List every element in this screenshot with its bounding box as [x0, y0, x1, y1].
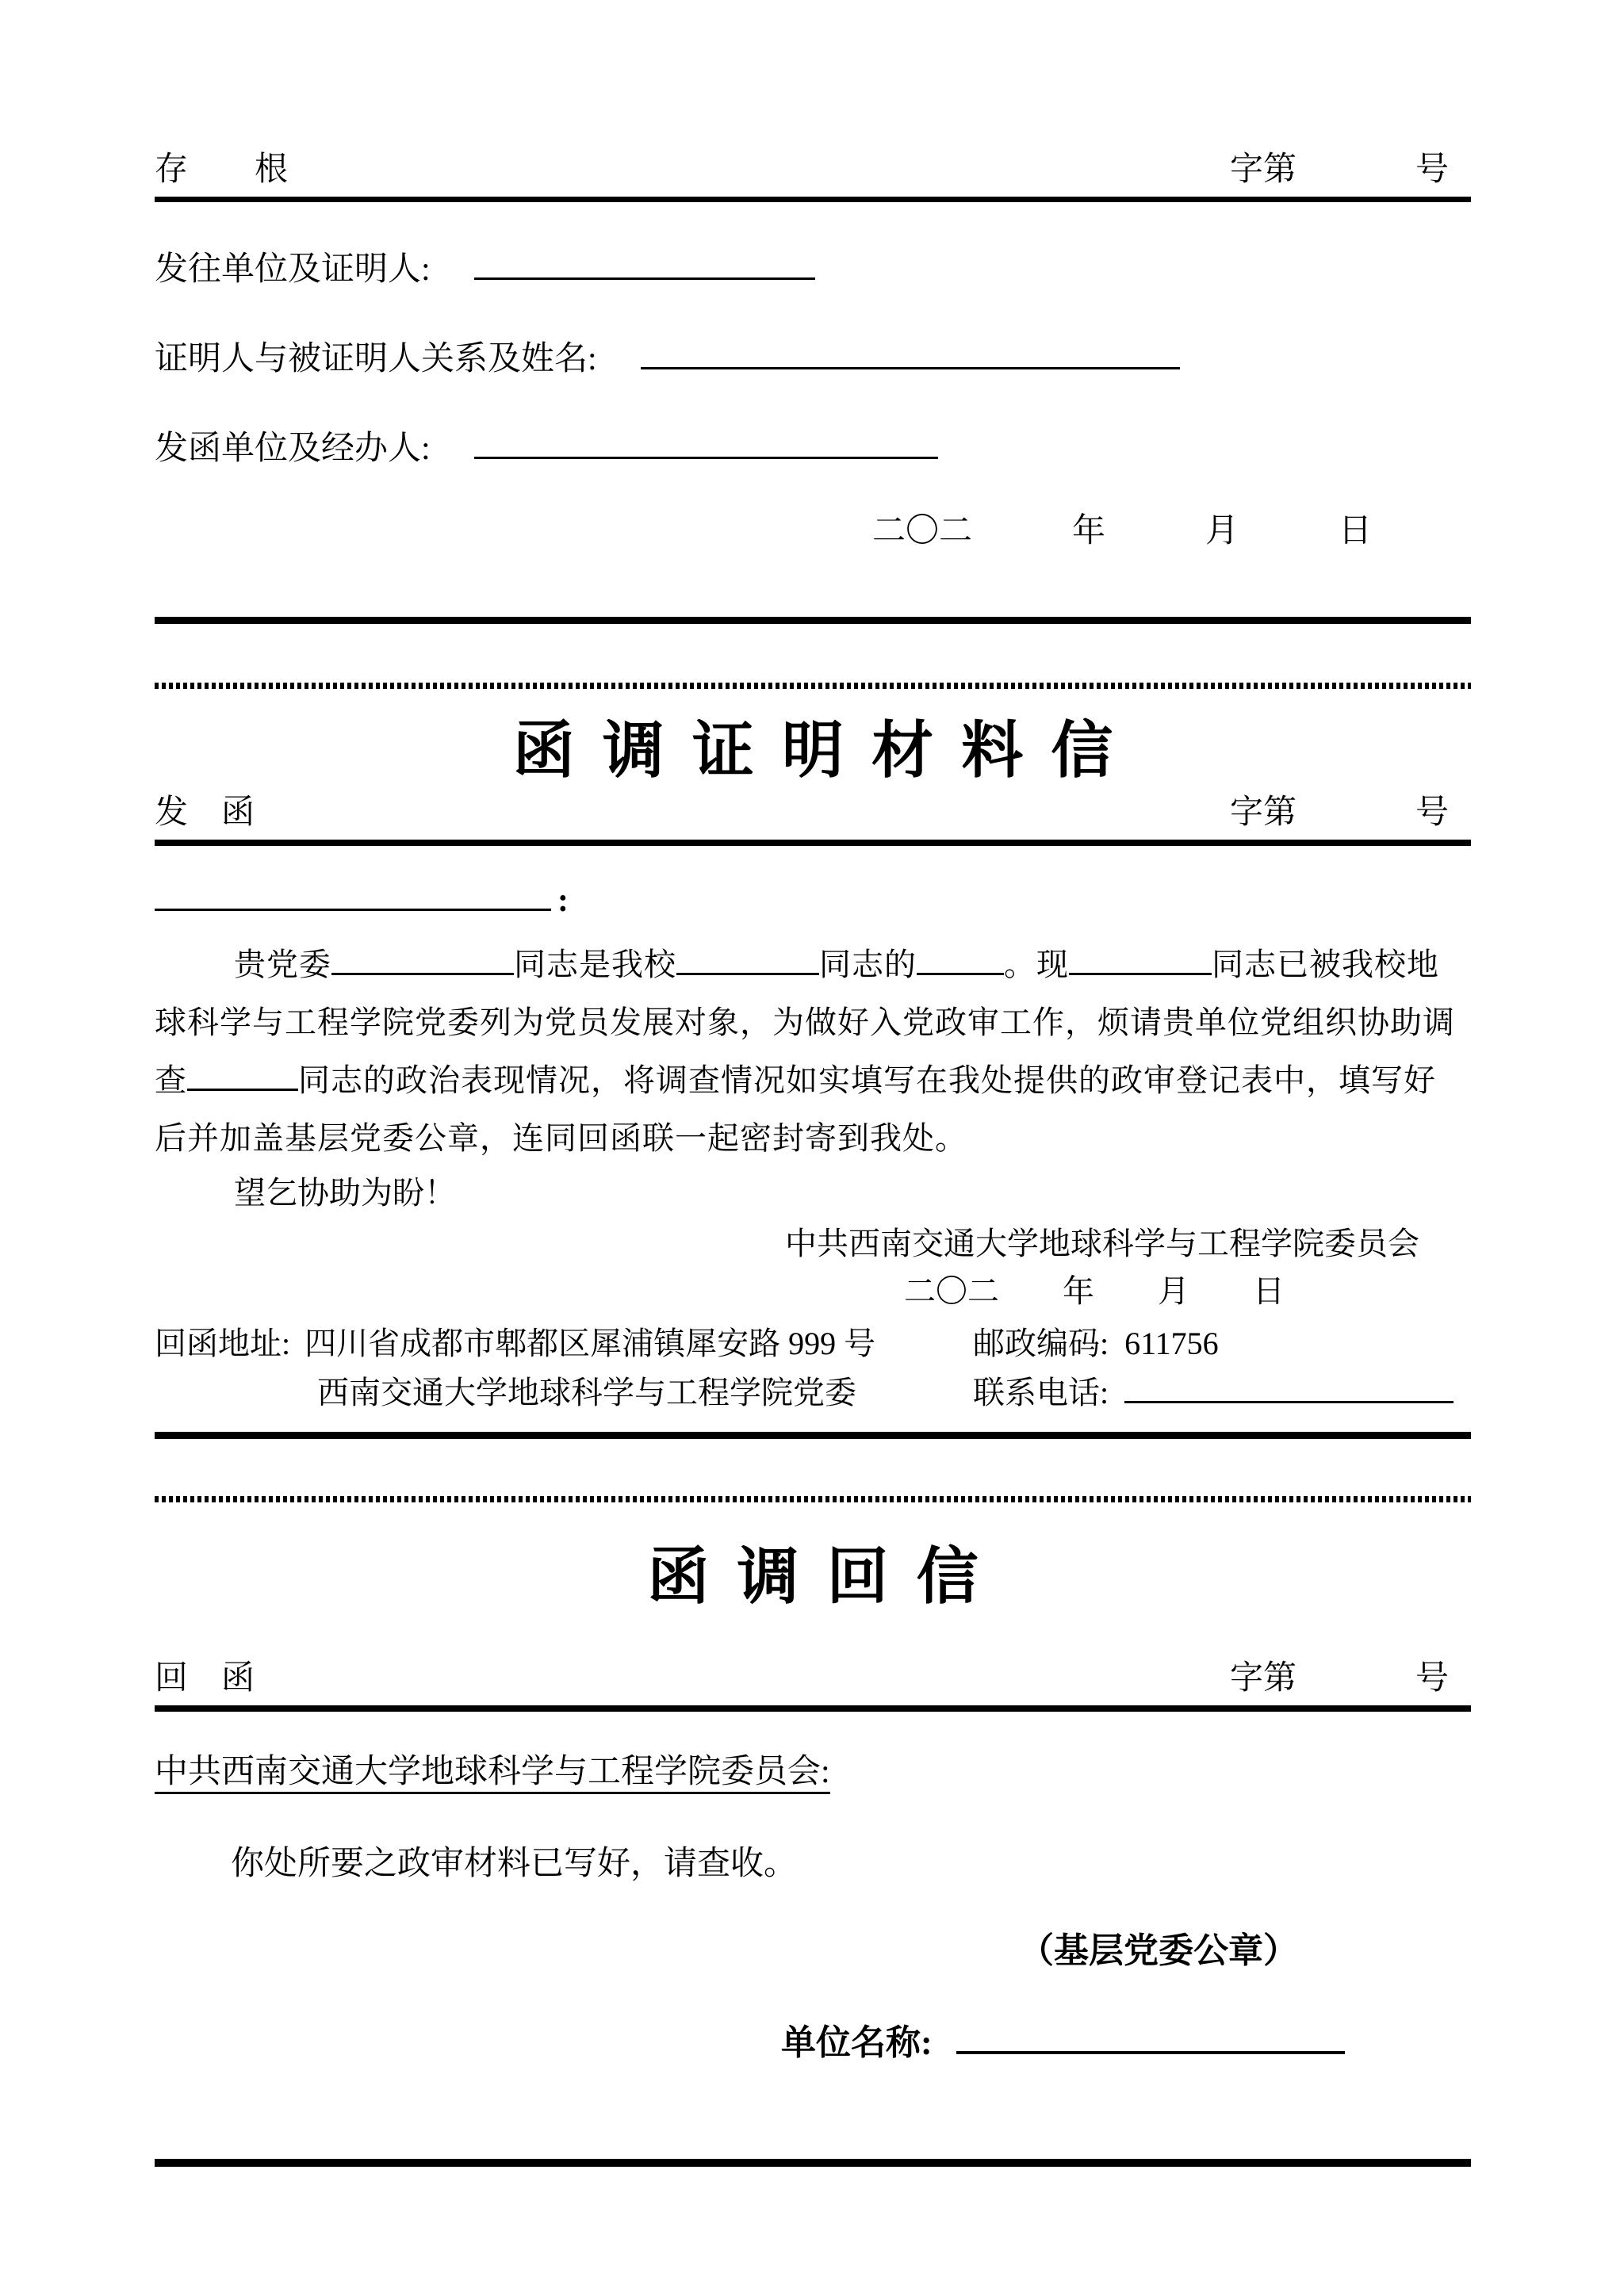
phone-cell: [973, 1368, 1454, 1418]
serial-prefix-label: 字第: [1229, 1660, 1297, 1697]
reply-recipient: 中共西南交通大学地球科学与工程学院委员会:: [155, 1754, 830, 1794]
field-row-sender: [155, 426, 1471, 471]
letter-title: 函调证明材料信: [512, 716, 1141, 785]
reply-header-row: [155, 1656, 1471, 1712]
reply-section: [155, 1537, 1471, 2067]
serial-suffix-label: 号: [1415, 794, 1449, 831]
fill-blank-relationship[interactable]: [917, 943, 1004, 975]
unit-name-blank[interactable]: [956, 2019, 1345, 2054]
serial-prefix-label: 字第: [1229, 794, 1297, 831]
salutation-line: [155, 878, 1471, 923]
paragraph-text: 同志已被我校地: [1212, 947, 1439, 982]
serial-suffix-label: 号: [1415, 1660, 1449, 1697]
section-divider-dotted: [155, 683, 1471, 689]
paragraph-line-2: 球科学与工程学院党委列为党员发展对象，为做好入党政审工作，烦请贵单位党组织协助调: [155, 1004, 1455, 1040]
phone-blank[interactable]: [1124, 1372, 1454, 1403]
field-row-relation: [155, 336, 1471, 381]
document-content: [155, 147, 1471, 2167]
fill-blank-sender[interactable]: [474, 426, 938, 459]
letter-serial-group: [1230, 790, 1471, 835]
fill-blank-recipient[interactable]: [474, 247, 815, 280]
letter-header-label: 发 函: [155, 794, 255, 831]
paragraph-text: 同志的政治表现情况，将调查情况如实填写在我处提供的政审登记表中，填写好: [298, 1062, 1436, 1098]
reply-header-label: 回 函: [155, 1660, 255, 1697]
phone-label: 联系电话:: [973, 1375, 1109, 1410]
letter-paragraph: [155, 936, 1471, 1219]
stub-header-row: [155, 147, 1471, 202]
section-divider-dotted: [155, 1496, 1471, 1502]
serial-prefix-label: 字第: [1229, 151, 1297, 188]
signature-date: 二〇二 年 月 日: [904, 1273, 1285, 1309]
field-label: 发函单位及经办人:: [155, 430, 431, 467]
letter-header-row: [155, 790, 1471, 846]
stub-serial-group: [1230, 147, 1471, 192]
bottom-rule: [155, 2159, 1471, 2167]
address-line2: 西南交通大学地球科学与工程学院党委: [317, 1375, 856, 1410]
return-address-row-2: [155, 1368, 1471, 1418]
field-label: 证明人与被证明人关系及姓名:: [155, 341, 597, 377]
address-label: 回函地址:: [155, 1326, 291, 1361]
fill-blank-student[interactable]: [676, 943, 819, 975]
postcode-label: 邮政编码:: [973, 1326, 1109, 1361]
postcode-value: 611756: [1124, 1326, 1219, 1361]
postcode-cell: [973, 1319, 1219, 1368]
section-divider-thick: [155, 617, 1471, 624]
salutation-blank[interactable]: [155, 878, 551, 911]
reply-recipient-line: [155, 1748, 1471, 1796]
seal-note: （基层党委公章）: [1019, 1931, 1298, 1970]
paragraph-text: 查: [155, 1062, 187, 1098]
address-cell: [155, 1319, 973, 1368]
paragraph-text: 同志是我校: [514, 947, 676, 982]
reply-body: 你处所要之政审材料已写好，请查收。: [231, 1846, 798, 1882]
stub-title: 存 根: [155, 151, 289, 188]
unit-name-line: [155, 2019, 1471, 2067]
return-address-block: [155, 1319, 1471, 1418]
paragraph-line-1: [155, 936, 1471, 993]
address-value: 四川省成都市郫都区犀浦镇犀安路 999 号: [304, 1326, 876, 1361]
stub-section: [155, 147, 1471, 553]
paragraph-line-4: 后并加盖基层党委公章，连同回函联一起密封寄到我处。: [155, 1120, 967, 1156]
section-divider-thick: [155, 1432, 1471, 1439]
return-address-row-1: [155, 1319, 1471, 1368]
fill-blank-investigated[interactable]: [187, 1059, 298, 1091]
signature: 中共西南交通大学地球科学与工程学院委员会: [785, 1226, 1419, 1261]
paragraph-text: 。现: [1004, 947, 1069, 982]
fill-blank-relation[interactable]: [641, 336, 1180, 369]
letter-section: [155, 711, 1471, 1418]
unit-name-label: 单位名称:: [781, 2023, 933, 2062]
paragraph-line-3: [155, 1051, 1471, 1109]
paragraph-text: 贵党委: [234, 947, 331, 982]
paragraph-text: 同志的: [819, 947, 917, 982]
salutation-colon: :: [557, 882, 569, 919]
serial-suffix-label: 号: [1415, 151, 1449, 188]
reply-title: 函调回信: [647, 1542, 1006, 1611]
reply-serial-group: [1230, 1656, 1471, 1701]
field-row-recipient: [155, 247, 1471, 292]
paragraph-hope-line: 望乞协助为盼！: [234, 1175, 456, 1211]
fill-blank-name[interactable]: [1069, 943, 1212, 975]
stub-date-line: 二〇二 年 月 日: [872, 513, 1373, 549]
fill-blank-committee[interactable]: [331, 943, 514, 975]
field-label: 发往单位及证明人:: [155, 251, 431, 288]
